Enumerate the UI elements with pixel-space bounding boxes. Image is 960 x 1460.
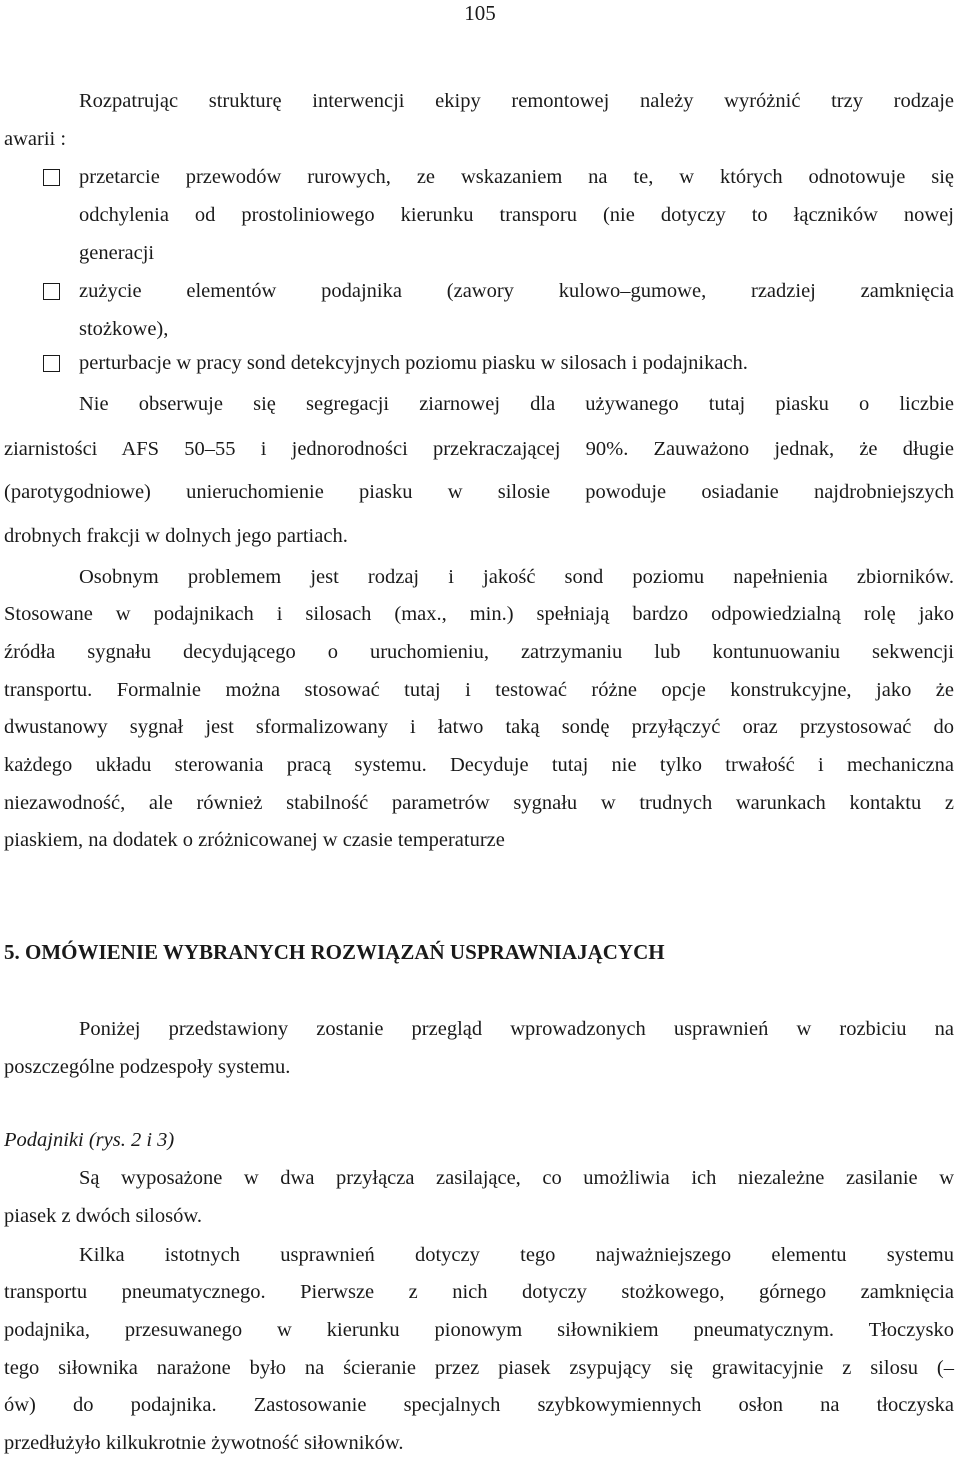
paragraph-line: podajnika, przesuwanego w kierunku pionowym siłownikiem pneumatycznym. Tłoczysko [4, 1319, 954, 1341]
paragraph-line: Osobnym problemem jest rodzaj i jakość sond poziomu napełnienia zbiorników. [79, 566, 954, 588]
list-item-line: zużycie elementów podajnika (zawory kulowo–gumowe, rzadziej zamknięcia [79, 280, 954, 302]
paragraph-line: drobnych frakcji w dolnych jego partiach. [4, 525, 348, 547]
paragraph-line: ów) do podajnika. Zastosowanie specjalnych szybkowymiennych osłon na tłoczyska [4, 1394, 954, 1416]
paragraph-line: piasek z dwóch silosów. [4, 1205, 202, 1227]
paragraph-line: każdego układu sterowania pracą systemu. Decyduje tutaj nie tylko trwałość i mechaniczna [4, 754, 954, 776]
paragraph-line: Nie obserwuje się segregacji ziarnowej dla używanego tutaj piasku o liczbie [79, 393, 954, 415]
paragraph-line: transportu pneumatycznego. Pierwsze z nich dotyczy stożkowego, górnego zamknięcia [4, 1281, 954, 1303]
paragraph-line: Stosowane w podajnikach i silosach (max., min.) spełniają bardzo odpowiedzialną rolę jako [4, 603, 954, 625]
paragraph-line: dwustanowy sygnał jest sformalizowany i łatwo taką sondę przyłączyć oraz przystosować do [4, 716, 954, 738]
paragraph-line: poszczególne podzespoły systemu. [4, 1056, 291, 1078]
paragraph-line: ziarnistości AFS 50–55 i jednorodności przekraczającej 90%. Zauważono jednak, że długie [4, 438, 954, 460]
paragraph-line: tego siłownika narażone było na ścieranie przez piasek zsypujący się grawitacyjnie z silosu (– [4, 1357, 954, 1379]
paragraph-line: Rozpatrując strukturę interwencji ekipy remontowej należy wyróżnić trzy rodzaje [79, 90, 954, 112]
list-item-line: odchylenia od prostoliniowego kierunku transporu (nie dotyczy to łączników nowej [79, 204, 954, 226]
checkbox-square-icon [43, 355, 60, 372]
paragraph-line: Są wyposażone w dwa przyłącza zasilające, co umożliwia ich niezależne zasilanie w [79, 1167, 954, 1189]
paragraph-line: (parotygodniowe) unieruchomienie piasku w silosie powoduje osiadanie najdrobniejszych [4, 481, 954, 503]
paragraph-line: Kilka istotnych usprawnień dotyczy tego najważniejszego elementu systemu [79, 1244, 954, 1266]
paragraph-line: Poniżej przedstawiony zostanie przegląd wprowadzonych usprawnień w rozbiciu na [79, 1018, 954, 1040]
list-item-line: perturbacje w pracy sond detekcyjnych poziomu piasku w silosach i podajnikach. [79, 352, 748, 374]
section-heading: 5. OMÓWIENIE WYBRANYCH ROZWIĄZAŃ USPRAWNIAJĄCYCH [4, 940, 665, 964]
paragraph-line: transportu. Formalnie można stosować tutaj i testować różne opcje konstrukcyjne, jako że [4, 679, 954, 701]
paragraph-line: przedłużyło kilkukrotnie żywotność siłowników. [4, 1432, 404, 1454]
paragraph-line: piaskiem, na dodatek o zróżnicowanej w czasie temperaturze [4, 829, 505, 851]
list-item-line: przetarcie przewodów rurowych, ze wskazaniem na te, w których odnotowuje się [79, 166, 954, 188]
checkbox-square-icon [43, 283, 60, 300]
list-item-line: stożkowe), [79, 318, 169, 340]
paragraph-line: niezawodność, ale również stabilność parametrów sygnału w trudnych warunkach kontaktu z [4, 792, 954, 814]
checkbox-square-icon [43, 169, 60, 186]
page-number: 105 [464, 1, 496, 25]
paragraph-line: awarii : [4, 128, 67, 150]
list-item-line: generacji [79, 242, 155, 264]
subsection-heading: Podajniki (rys. 2 i 3) [4, 1129, 175, 1151]
paragraph-line: źródła sygnału decydującego o uruchomieniu, zatrzymaniu lub kontunuowaniu sekwencji [4, 641, 954, 663]
